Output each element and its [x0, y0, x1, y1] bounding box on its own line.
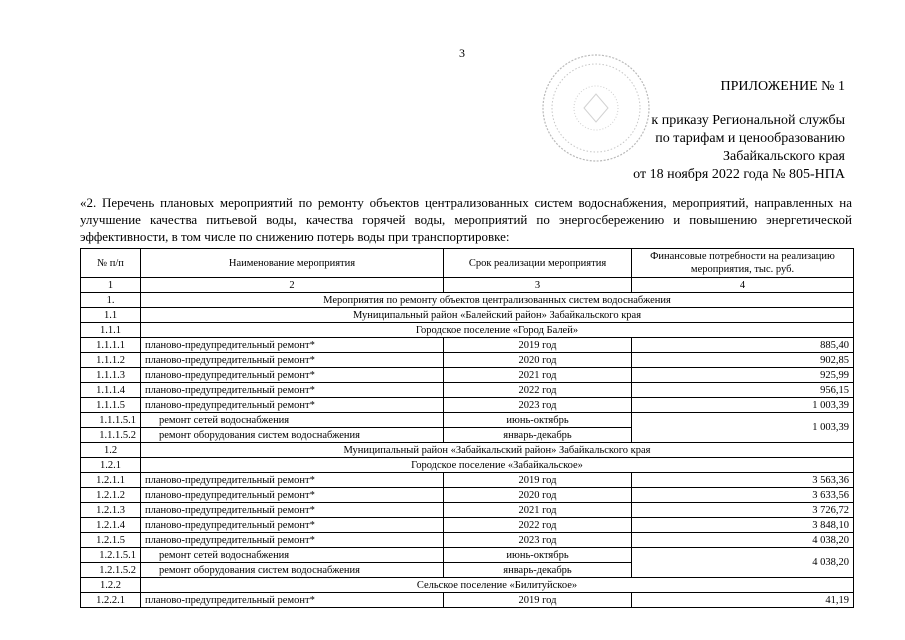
measure-term: 2023 год	[444, 533, 632, 548]
appendix-title: ПРИЛОЖЕНИЕ № 1	[720, 79, 845, 94]
measure-name: планово-предупредительный ремонт*	[141, 368, 444, 383]
row-number: 1.1.1.2	[81, 353, 141, 368]
measure-name: планово-предупредительный ремонт*	[141, 398, 444, 413]
district-title: Муниципальный район «Забайкальский район» Забайкальского края	[141, 443, 854, 458]
measure-name: ремонт оборудования систем водоснабжения	[141, 563, 444, 578]
measure-term: 2020 год	[444, 353, 632, 368]
measure-term: июнь-октябрь	[444, 548, 632, 563]
row-number: 1.2.1.2	[81, 488, 141, 503]
measure-name: планово-предупредительный ремонт*	[141, 488, 444, 503]
settlement-title: Сельское поселение «Билитуйское»	[141, 578, 854, 593]
measure-amount: 3 563,36	[632, 473, 854, 488]
measure-name: планово-предупредительный ремонт*	[141, 533, 444, 548]
measures-table	[80, 248, 854, 608]
col-number: 1	[81, 278, 141, 293]
appendix-reference	[633, 112, 845, 184]
row-number: 1.2	[81, 443, 141, 458]
row-number: 1.1.1.4	[81, 383, 141, 398]
col-number: 2	[141, 278, 444, 293]
measure-name: ремонт сетей водоснабжения	[141, 548, 444, 563]
measure-amount: 885,40	[632, 338, 854, 353]
measure-amount: 41,19	[632, 593, 854, 608]
measure-term: 2019 год	[444, 473, 632, 488]
measure-name: планово-предупредительный ремонт*	[141, 338, 444, 353]
measure-amount: 3 848,10	[632, 518, 854, 533]
row-number: 1.2.1.5.2	[81, 563, 141, 578]
settlement-row	[81, 578, 854, 593]
measure-amount: 4 038,20	[632, 533, 854, 548]
measure-amount: 1 003,39	[632, 413, 854, 443]
measure-name: планово-предупредительный ремонт*	[141, 503, 444, 518]
measure-term: январь-декабрь	[444, 428, 632, 443]
section-row	[81, 293, 854, 308]
row-number: 1.2.1.4	[81, 518, 141, 533]
page-number: 3	[459, 46, 465, 60]
measure-name: планово-предупредительный ремонт*	[141, 473, 444, 488]
table-row	[81, 488, 854, 503]
row-number: 1.	[81, 293, 141, 308]
district-row	[81, 308, 854, 323]
measure-name: планово-предупредительный ремонт*	[141, 383, 444, 398]
appendix-line: от 18 ноября 2022 года № 805-НПА	[633, 167, 845, 182]
row-number: 1.2.1.5	[81, 533, 141, 548]
intro-paragraph: «2. Перечень плановых мероприятий по ремонту объектов централизованных систем водоснабжения, мероприятий, направленных на улучшение качества питьевой воды, качества горячей воды, мероприятий по энергосбережению и повышению энергетической эффективности, в том числе по снижению потерь воды при транспортировке:	[80, 195, 852, 244]
measure-term: 2019 год	[444, 338, 632, 353]
table-row	[81, 398, 854, 413]
district-title: Муниципальный район «Балейский район» Забайкальского края	[141, 308, 854, 323]
col-number: 3	[444, 278, 632, 293]
measure-term: 2023 год	[444, 398, 632, 413]
table-row	[81, 338, 854, 353]
settlement-title: Городское поселение «Забайкальское»	[141, 458, 854, 473]
header-name: Наименование мероприятия	[141, 249, 444, 278]
row-number: 1.2.1.3	[81, 503, 141, 518]
table-row	[81, 383, 854, 398]
measure-amount: 925,99	[632, 368, 854, 383]
measure-term: январь-декабрь	[444, 563, 632, 578]
row-number: 1.2.2.1	[81, 593, 141, 608]
row-number: 1.2.1.5.1	[81, 548, 141, 563]
table-row	[81, 353, 854, 368]
district-row	[81, 443, 854, 458]
measure-amount: 3 633,56	[632, 488, 854, 503]
measure-name: планово-предупредительный ремонт*	[141, 353, 444, 368]
row-number: 1.2.1	[81, 458, 141, 473]
table-row	[81, 368, 854, 383]
row-number: 1.2.1.1	[81, 473, 141, 488]
row-number: 1.1.1	[81, 323, 141, 338]
column-number-row	[81, 278, 854, 293]
table-row	[81, 533, 854, 548]
header-num: № п/п	[81, 249, 141, 278]
settlement-title: Городское поселение «Город Балей»	[141, 323, 854, 338]
table-row	[81, 473, 854, 488]
measure-amount: 902,85	[632, 353, 854, 368]
row-number: 1.1	[81, 308, 141, 323]
header-amount: Финансовые потребности на реализацию мероприятия, тыс. руб.	[632, 249, 854, 278]
measure-term: 2021 год	[444, 368, 632, 383]
header-term: Срок реализации мероприятия	[444, 249, 632, 278]
table-row	[81, 548, 854, 563]
measure-amount: 4 038,20	[632, 548, 854, 578]
measure-name: планово-предупредительный ремонт*	[141, 593, 444, 608]
measure-term: 2019 год	[444, 593, 632, 608]
measure-name: планово-предупредительный ремонт*	[141, 518, 444, 533]
header-row	[81, 249, 854, 278]
measure-term: 2020 год	[444, 488, 632, 503]
measure-amount: 956,15	[632, 383, 854, 398]
measure-term: июнь-октябрь	[444, 413, 632, 428]
row-number: 1.2.2	[81, 578, 141, 593]
row-number: 1.1.1.5.2	[81, 428, 141, 443]
measure-term: 2022 год	[444, 518, 632, 533]
row-number: 1.1.1.5	[81, 398, 141, 413]
row-number: 1.1.1.3	[81, 368, 141, 383]
section-title: Мероприятия по ремонту объектов централизованных систем водоснабжения	[141, 293, 854, 308]
measure-name: ремонт сетей водоснабжения	[141, 413, 444, 428]
appendix-line: к приказу Региональной службы	[651, 113, 845, 128]
table-row	[81, 503, 854, 518]
measure-amount: 1 003,39	[632, 398, 854, 413]
measure-name: ремонт оборудования систем водоснабжения	[141, 428, 444, 443]
table-row	[81, 413, 854, 428]
table-row	[81, 593, 854, 608]
settlement-row	[81, 458, 854, 473]
appendix-line: Забайкальского края	[722, 149, 845, 164]
table-row	[81, 518, 854, 533]
col-number: 4	[632, 278, 854, 293]
measure-term: 2021 год	[444, 503, 632, 518]
settlement-row	[81, 323, 854, 338]
appendix-line: по тарифам и ценообразованию	[655, 131, 845, 146]
measure-amount: 3 726,72	[632, 503, 854, 518]
row-number: 1.1.1.5.1	[81, 413, 141, 428]
row-number: 1.1.1.1	[81, 338, 141, 353]
measure-term: 2022 год	[444, 383, 632, 398]
